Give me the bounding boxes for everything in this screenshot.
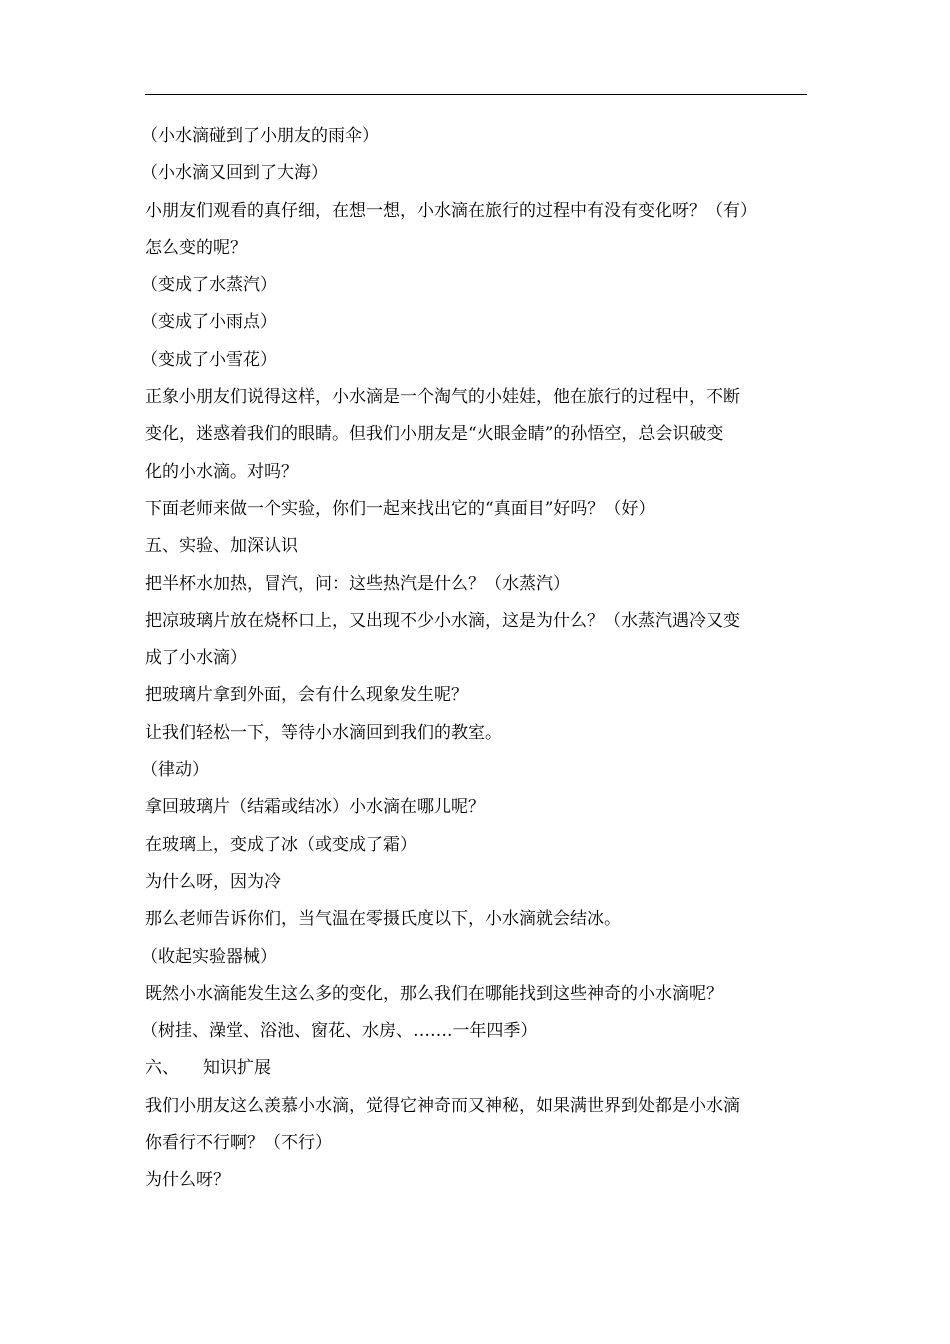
text-line: （变成了水蒸汽） bbox=[141, 275, 277, 296]
text-line: 小朋友们观看的真仔细，在想一想，小水滴在旅行的过程中有没有变化呀？（有） bbox=[145, 200, 757, 221]
text-line: （变成了小雨点） bbox=[141, 312, 277, 333]
text-line: 把凉玻璃片放在烧杯口上，又出现不少小水滴，这是为什么？（水蒸汽遇冷又变 bbox=[145, 610, 740, 631]
text-line: （小水滴又回到了大海） bbox=[141, 163, 328, 184]
text-line: 变化，迷惑着我们的眼睛。但我们小朋友是“火眼金睛”的孙悟空，总会识破变 bbox=[145, 424, 724, 445]
text-line: 为什么呀，因为冷 bbox=[145, 871, 281, 892]
document-body bbox=[141, 118, 825, 1200]
text-line: （变成了小雪花） bbox=[141, 349, 277, 370]
text-line: 成了小水滴） bbox=[145, 648, 247, 669]
text-line: 化的小水滴。对吗？ bbox=[145, 461, 298, 482]
header-rule bbox=[145, 94, 807, 95]
text-line: （小水滴碰到了小朋友的雨伞） bbox=[141, 126, 379, 146]
text-line: 把玻璃片拿到外面，会有什么现象发生呢？ bbox=[145, 685, 468, 706]
text-line: 正象小朋友们说得这样，小水滴是一个淘气的小娃娃，他在旅行的过程中，不断 bbox=[145, 387, 740, 408]
text-line: 你看行不行啊？（不行） bbox=[145, 1133, 332, 1154]
text-line: 下面老师来做一个实验，你们一起来找出它的“真面目”好吗？（好） bbox=[145, 498, 656, 519]
section-title: 知识扩展 bbox=[203, 1058, 271, 1079]
section-heading: 五、实验、加深认识 bbox=[145, 536, 298, 557]
text-line: 怎么变的呢？ bbox=[145, 237, 247, 258]
text-line: 我们小朋友这么羡慕小水滴，觉得它神奇而又神秘，如果满世界到处都是小水滴 bbox=[145, 1095, 740, 1116]
text-line: 在玻璃上，变成了冰（或变成了霜） bbox=[145, 834, 417, 855]
text-line: （律动） bbox=[141, 760, 209, 781]
section-number: 六、 bbox=[145, 1058, 179, 1079]
text-line: 让我们轻松一下，等待小水滴回到我们的教室。 bbox=[145, 722, 502, 743]
text-line: （树挂、澡堂、浴池、窗花、水房、…….一年四季） bbox=[141, 1021, 538, 1042]
text-line: 把半杯水加热，冒汽，问：这些热汽是什么？（水蒸汽） bbox=[145, 573, 570, 594]
text-line: 那么老师告诉你们，当气温在零摄氏度以下，小水滴就会结冰。 bbox=[145, 909, 621, 930]
text-line: （收起实验器械） bbox=[141, 946, 277, 967]
text-line: 拿回玻璃片（结霜或结冰）小水滴在哪儿呢？ bbox=[145, 797, 485, 818]
text-line: 既然小水滴能发生这么多的变化，那么我们在哪能找到这些神奇的小水滴呢？ bbox=[145, 983, 723, 1004]
section-heading-six bbox=[145, 1050, 825, 1087]
text-line: 为什么呀？ bbox=[145, 1170, 230, 1191]
